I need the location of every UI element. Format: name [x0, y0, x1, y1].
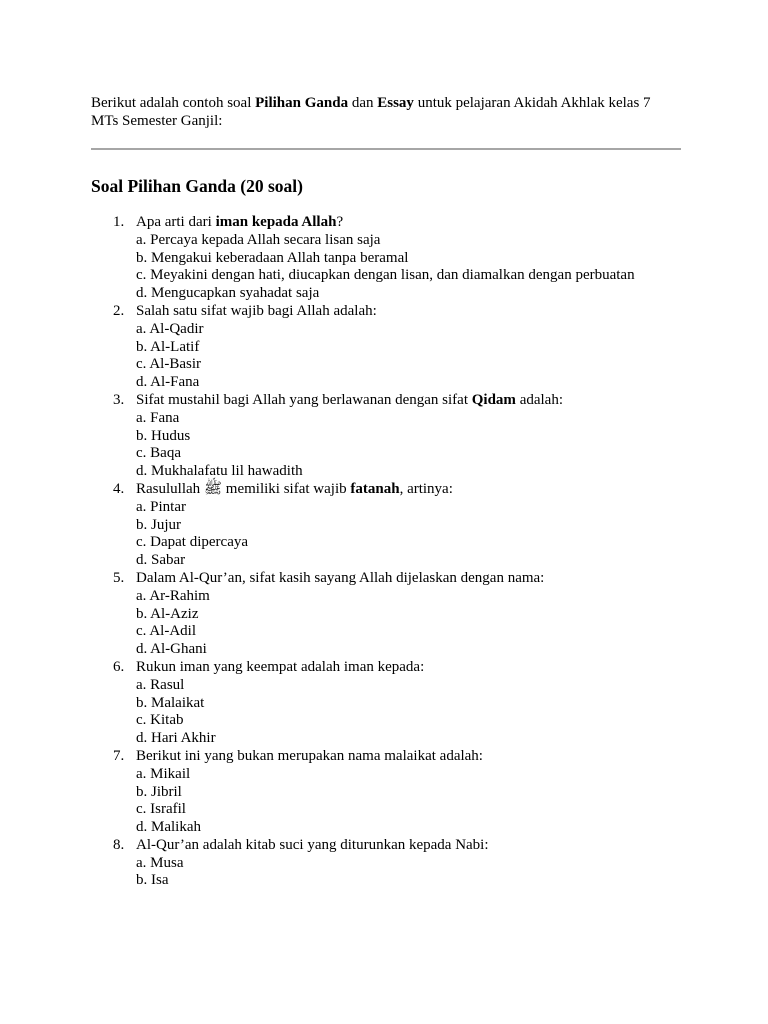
question-item [91, 481, 681, 570]
question-text [136, 214, 681, 232]
answer-option: b. Isa [136, 872, 169, 889]
answer-option: c. Meyakini dengan hati, diucapkan dengan lisan, dan diamalkan dengan perbuatan [136, 267, 635, 284]
answer-option: b. Malaikat [136, 694, 205, 711]
question-item [91, 214, 681, 303]
horizontal-divider [91, 148, 681, 150]
question-item [91, 748, 681, 837]
answer-option: a. Ar-Rahim [136, 587, 210, 604]
intro-text: untuk pelajaran Akidah Akhlak kelas 7 MTs Semester Ganjil: [91, 95, 651, 129]
answer-option: b. Jujur [136, 516, 181, 533]
answer-option: b. Al-Aziz [136, 605, 199, 622]
question-number: 6. [113, 658, 125, 675]
question-text-segment: Rukun iman yang keempat adalah iman kepada: [136, 658, 425, 675]
question-text-segment: Dalam Al-Qur’an, sifat kasih sayang Allah dijelaskan dengan nama: [136, 569, 545, 586]
question-text-segment: ? [336, 214, 344, 230]
answer-option: a. Rasul [136, 676, 185, 693]
question-item [91, 303, 681, 392]
answer-option: b. Al-Latif [136, 338, 200, 355]
question-number: 1. [113, 214, 125, 230]
question-text-bold: iman kepada Allah [215, 214, 337, 230]
intro-bold-essay: Essay [377, 95, 414, 111]
question-number: 5. [113, 569, 125, 586]
question-item [91, 837, 681, 890]
question-text-segment: Berikut ini yang bukan merupakan nama malaikat adalah: [136, 747, 483, 764]
question-number: 7. [113, 747, 125, 764]
answer-option: d. Mukhalafatu lil hawadith [136, 463, 303, 480]
answer-option: c. Al-Adil [136, 623, 196, 640]
question-text-segment: , artinya: [399, 480, 453, 497]
answer-option: a. Pintar [136, 498, 186, 515]
answer-option: c. Dapat dipercaya [136, 534, 249, 551]
question-text-segment: adalah: [515, 391, 563, 408]
answer-option: b. Jibril [136, 783, 182, 800]
answer-option: a. Percaya kepada Allah secara lisan saja [136, 231, 381, 248]
question-number: 2. [113, 302, 125, 319]
intro-text: Berikut adalah contoh soal [91, 95, 256, 111]
question-text-segment: Salah satu sifat wajib bagi Allah adalah: [136, 302, 377, 319]
question-text-segment: Sifat mustahil bagi Allah yang berlawanan dengan sifat [136, 391, 472, 408]
answer-option: c. Kitab [136, 712, 184, 729]
answer-option: a. Mikail [136, 765, 191, 782]
question-item [91, 570, 681, 659]
intro-paragraph [91, 94, 681, 130]
question-number: 8. [113, 836, 125, 853]
question-text-segment: Rasulullah ﷺ memiliki sifat wajib [136, 480, 351, 497]
question-text [136, 303, 681, 321]
document-body [91, 94, 681, 890]
answer-option: a. Al-Qadir [136, 320, 204, 337]
intro-bold-multiple-choice: Pilihan Ganda [255, 95, 349, 111]
answer-option: d. Al-Fana [136, 374, 200, 391]
answer-option: c. Israfil [136, 801, 186, 818]
question-item [91, 659, 681, 748]
answer-option: c. Baqa [136, 445, 181, 462]
question-text [136, 748, 681, 766]
question-text-bold: fatanah [350, 480, 400, 497]
question-text-bold: Qidam [471, 391, 516, 408]
question-list [91, 214, 681, 890]
question-number: 3. [113, 391, 125, 408]
answer-option: a. Fana [136, 409, 180, 426]
answer-option: d. Sabar [136, 552, 186, 569]
answer-option: d. Al-Ghani [136, 641, 207, 658]
question-text-segment: Apa arti dari [136, 214, 216, 230]
answer-option: d. Hari Akhir [136, 730, 216, 747]
answer-option: b. Hudus [136, 427, 191, 444]
question-number: 4. [113, 480, 125, 497]
question-item [91, 392, 681, 481]
question-text [136, 659, 681, 677]
answer-option: c. Al-Basir [136, 356, 201, 373]
answer-option: d. Mengucapkan syahadat saja [136, 285, 320, 302]
answer-option: d. Malikah [136, 819, 201, 836]
intro-text: dan [348, 95, 378, 111]
answer-option: a. Musa [136, 854, 184, 871]
question-text [136, 837, 681, 855]
question-text [136, 392, 681, 410]
question-text [136, 481, 681, 499]
question-text-segment: Al-Qur’an adalah kitab suci yang diturunkan kepada Nabi: [136, 836, 489, 853]
answer-option: b. Mengakui keberadaan Allah tanpa beramal [136, 249, 409, 266]
question-text [136, 570, 681, 588]
section-title: Soal Pilihan Ganda (20 soal) [91, 176, 303, 196]
